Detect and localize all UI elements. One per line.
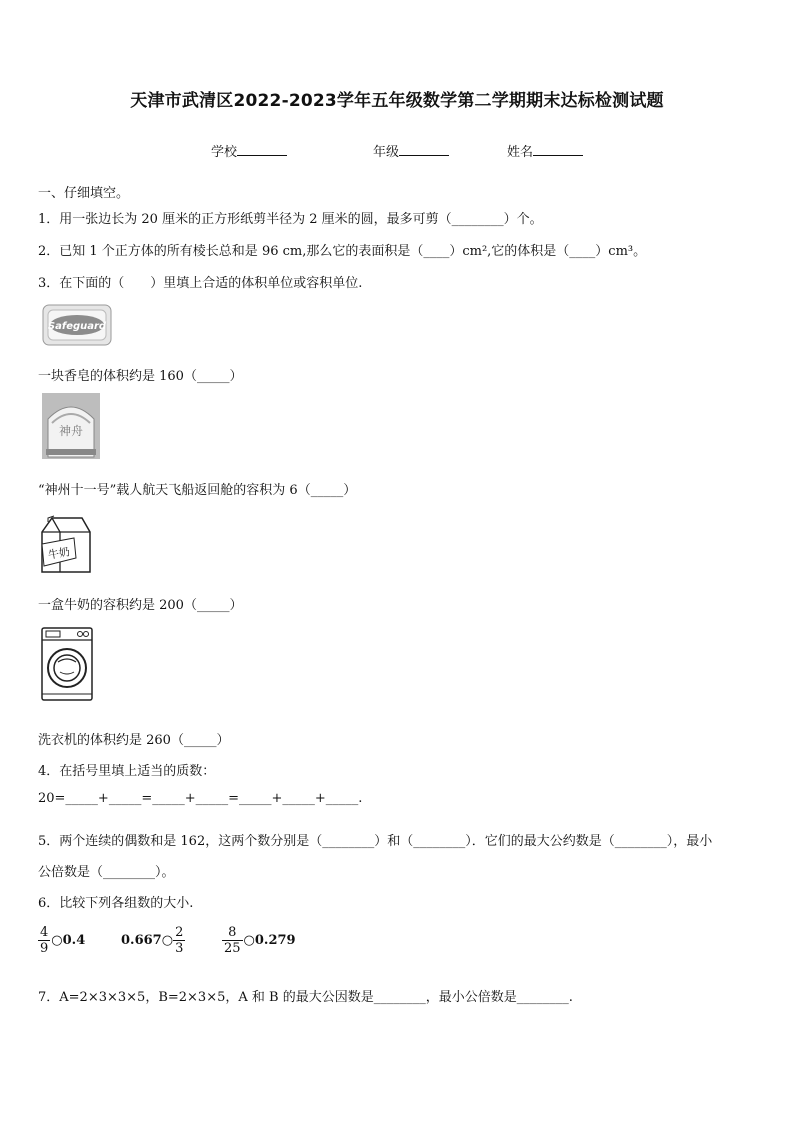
question-3d: 洗衣机的体积约是 260（_____） <box>38 733 230 748</box>
fraction-8-25: $\frac{8}{25}$ <box>224 925 241 956</box>
compare-a-rest: ○0.4 <box>51 933 86 948</box>
fraction-2-3: $\frac{2}{3}$ <box>175 925 184 956</box>
fraction-4-9: $\frac{4}{9}$ <box>40 925 49 956</box>
grade-label: 年级 <box>373 145 400 160</box>
milk-carton-image <box>38 514 94 576</box>
washing-machine-image <box>40 626 94 702</box>
question-3c: 一盒牛奶的容积约是 200（_____） <box>38 598 243 613</box>
compare-b-pre: 0.667○ <box>121 933 174 948</box>
soap-logo-text: Safeguard <box>47 321 107 332</box>
grade-blank[interactable] <box>399 143 449 156</box>
question-7: 7．A=2×3×3×5，B=2×3×5，A 和 B 的最大公因数是________，最小公倍数是________. <box>38 990 573 1005</box>
school-label: 学校 <box>211 145 238 160</box>
question-5-line2: 公倍数是（________）。 <box>38 865 175 880</box>
compare-b <box>121 925 186 956</box>
compare-a <box>38 925 85 956</box>
question-1: 1．用一张边长为 20 厘米的正方形纸剪半径为 2 厘米的圆，最多可剪（________）个。 <box>38 212 543 227</box>
school-blank[interactable] <box>237 143 287 156</box>
compare-c-rest: ○0.279 <box>243 933 296 948</box>
soap-image <box>42 302 112 348</box>
question-3b: “神州十一号”载人航天飞船返回舱的容积为 6（_____） <box>38 483 357 498</box>
milk-label: 牛奶 <box>46 545 71 562</box>
question-4-equation: 20=_____+_____=_____+_____=_____+_____+_____. <box>38 791 363 806</box>
question-2: 2．已知 1 个正方体的所有棱长总和是 96 cm,那么它的表面积是（____）cm²,它的体积是（____）cm³。 <box>38 244 647 259</box>
question-4: 4．在括号里填上适当的质数： <box>38 764 216 779</box>
page-title: 天津市武清区2022-2023学年五年级数学第二学期期末达标检测试题 <box>130 91 664 111</box>
school-field <box>211 141 287 160</box>
section-heading: 一、仔细填空。 <box>38 186 130 201</box>
capsule-text: 神舟 <box>58 424 84 438</box>
grade-field <box>373 141 449 160</box>
compare-c <box>222 925 296 956</box>
question-5-line1: 5．两个连续的偶数和是 162，这两个数分别是（________）和（________）．它们的最大公约数是（________），最小 <box>38 834 713 849</box>
question-3a: 一块香皂的体积约是 160（_____） <box>38 369 243 384</box>
capsule-image <box>42 393 100 459</box>
question-6: 6．比较下列各组数的大小. <box>38 896 194 911</box>
name-label: 姓名 <box>507 145 534 160</box>
name-blank[interactable] <box>533 143 583 156</box>
question-3: 3．在下面的（ ）里填上合适的体积单位或容积单位. <box>38 276 363 291</box>
name-field <box>507 141 583 160</box>
